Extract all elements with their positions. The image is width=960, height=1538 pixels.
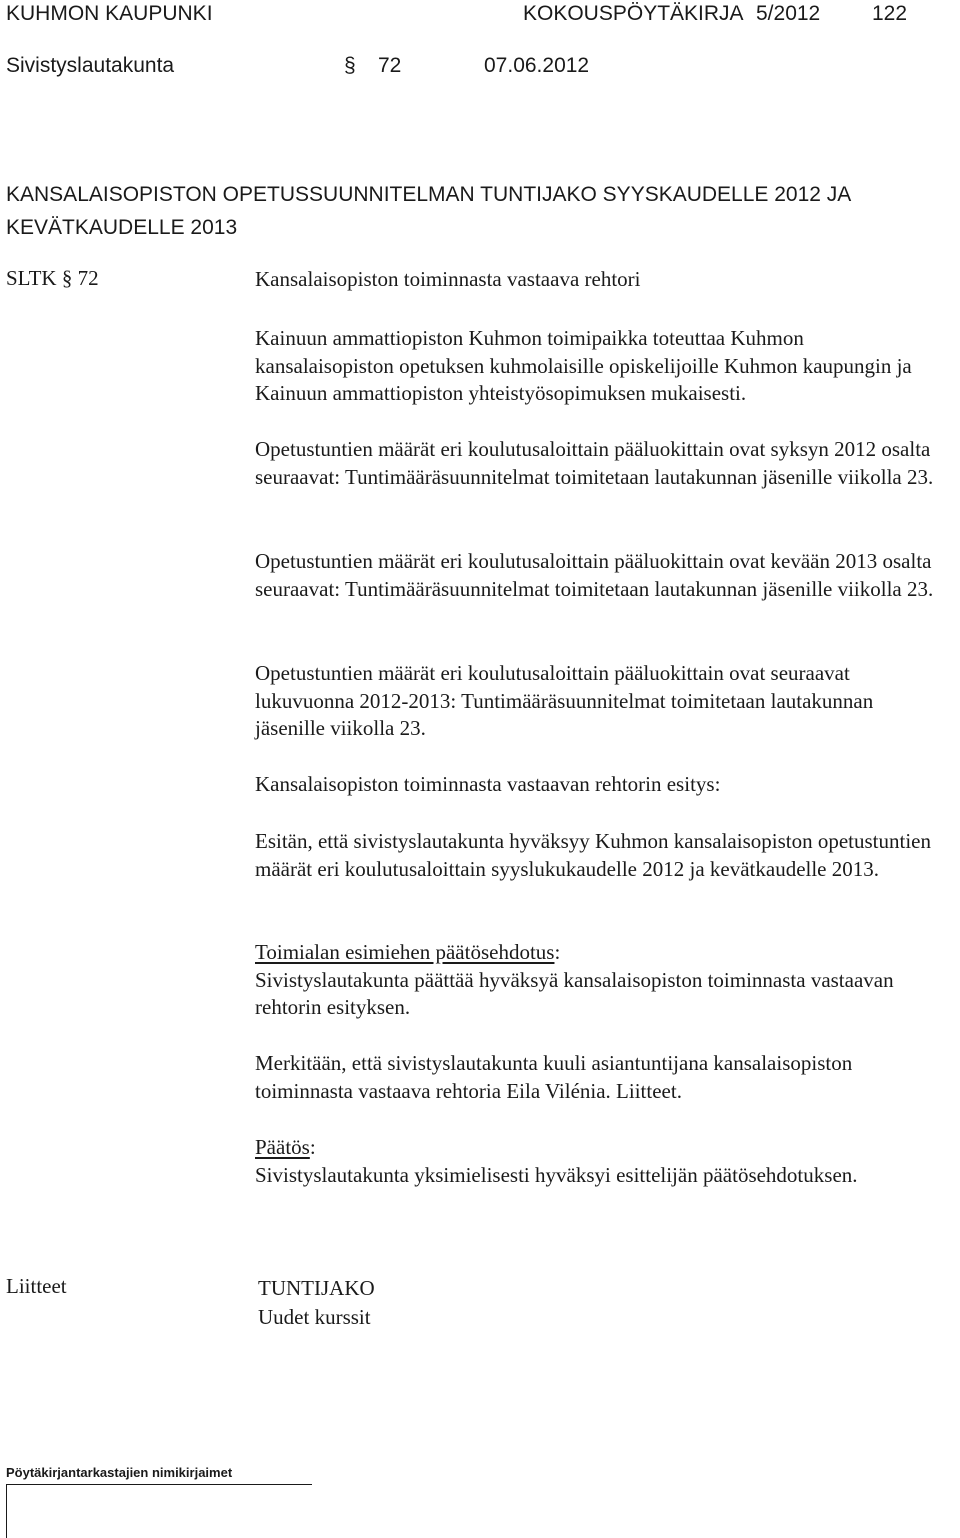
paragraph-3 (255, 548, 945, 603)
meeting-date: 07.06.2012 (484, 54, 590, 77)
decision-heading (255, 1134, 945, 1162)
attachment-item: Uudet kurssit (258, 1305, 371, 1329)
paragraph-4 (255, 660, 945, 743)
paragraph-text: Merkitään, että sivistyslautakunta kuuli asiantuntijana kansalaisopiston toiminnasta vastaava rehtoria Eila Vilénia. Liitteet. (255, 1051, 853, 1103)
colon: : (554, 940, 561, 964)
paragraph-department-proposal (255, 939, 945, 1022)
paragraph-decision (255, 1134, 945, 1189)
section-number: 72 (378, 54, 402, 77)
signature-box (6, 1484, 7, 1538)
department-proposal-title: Toimialan esimiehen päätösehdotus (255, 940, 555, 964)
board-name: Sivistyslautakunta (6, 54, 175, 77)
case-section-mark: § (61, 266, 73, 290)
paragraph-proposal (255, 828, 945, 883)
paragraph-note (255, 1050, 945, 1105)
case-label (6, 266, 99, 291)
page-number: 122 (872, 2, 908, 25)
doc-number: 5/2012 (756, 2, 821, 25)
attachments-label: Liitteet (6, 1274, 67, 1298)
paragraph-text: Kansalaisopiston toiminnasta vastaavan rehtorin esitys: (255, 772, 721, 796)
document-title (6, 178, 906, 244)
attachments-list (258, 1274, 375, 1332)
paragraph-text: Kainuun ammattiopiston Kuhmon toimipaikka toteuttaa Kuhmon kansalaisopiston opetuksen kuhmolaisille opiskelijoille Kuhmon kaupungin ja Kainuun ammattiopiston yhteistyösopimuksen mukaisesti. (255, 326, 912, 405)
decision-title: Päätös (255, 1135, 310, 1159)
paragraph-2 (255, 436, 945, 491)
paragraph-presenter (255, 266, 945, 294)
paragraph-text: Opetustuntien määrät eri koulutusaloittain pääluokittain ovat seuraavat lukuvuonna 2012-2013: Tuntimääräsuunnitelmat toimitetaan lautakunnan jäsenille viikolla 23. (255, 661, 874, 740)
section-mark: § (344, 54, 356, 77)
paragraph-text: Opetustuntien määrät eri koulutusaloittain pääluokittain ovat syksyn 2012 osalta seuraavat: Tuntimääräsuunnitelmat toimitetaan lautakunnan jäsenille viikolla 23. (255, 437, 934, 489)
org-name: KUHMON KAUPUNKI (6, 2, 213, 25)
title-line-2: KEVÄTKAUDELLE 2013 (6, 216, 238, 239)
paragraph-text: Opetustuntien määrät eri koulutusaloittain pääluokittain ovat kevään 2013 osalta seuraavat: Tuntimääräsuunnitelmat toimitetaan lautakunnan jäsenille viikolla 23. (255, 549, 934, 601)
signature-label: Pöytäkirjantarkastajien nimikirjaimet (6, 1465, 312, 1485)
case-prefix: SLTK (6, 266, 57, 290)
paragraph-proposal-heading (255, 771, 945, 799)
department-proposal-heading (255, 939, 945, 967)
decision-text: Sivistyslautakunta yksimielisesti hyväksyi esittelijän päätösehdotuksen. (255, 1162, 858, 1187)
paragraph-text: Esitän, että sivistyslautakunta hyväksyy Kuhmon kansalaisopiston opetustuntien määrät eri koulutusaloittain syyslukukaudelle 2012 ja kevätkaudelle 2013. (255, 829, 931, 881)
colon: : (309, 1135, 316, 1159)
presenter-text: Kansalaisopiston toiminnasta vastaava rehtori (255, 267, 641, 291)
department-proposal-text: Sivistyslautakunta päättää hyväksyä kansalaisopiston toiminnasta vastaavan rehtorin esityksen. (255, 967, 894, 1019)
attachment-item: TUNTIJAKO (258, 1276, 375, 1300)
case-number: 72 (77, 266, 99, 290)
title-line-1: KANSALAISOPISTON OPETUSSUUNNITELMAN TUNTIJAKO SYYSKAUDELLE 2012 JA (6, 183, 852, 206)
paragraph-1 (255, 325, 945, 408)
doc-type: KOKOUSPÖYTÄKIRJA (523, 2, 744, 25)
